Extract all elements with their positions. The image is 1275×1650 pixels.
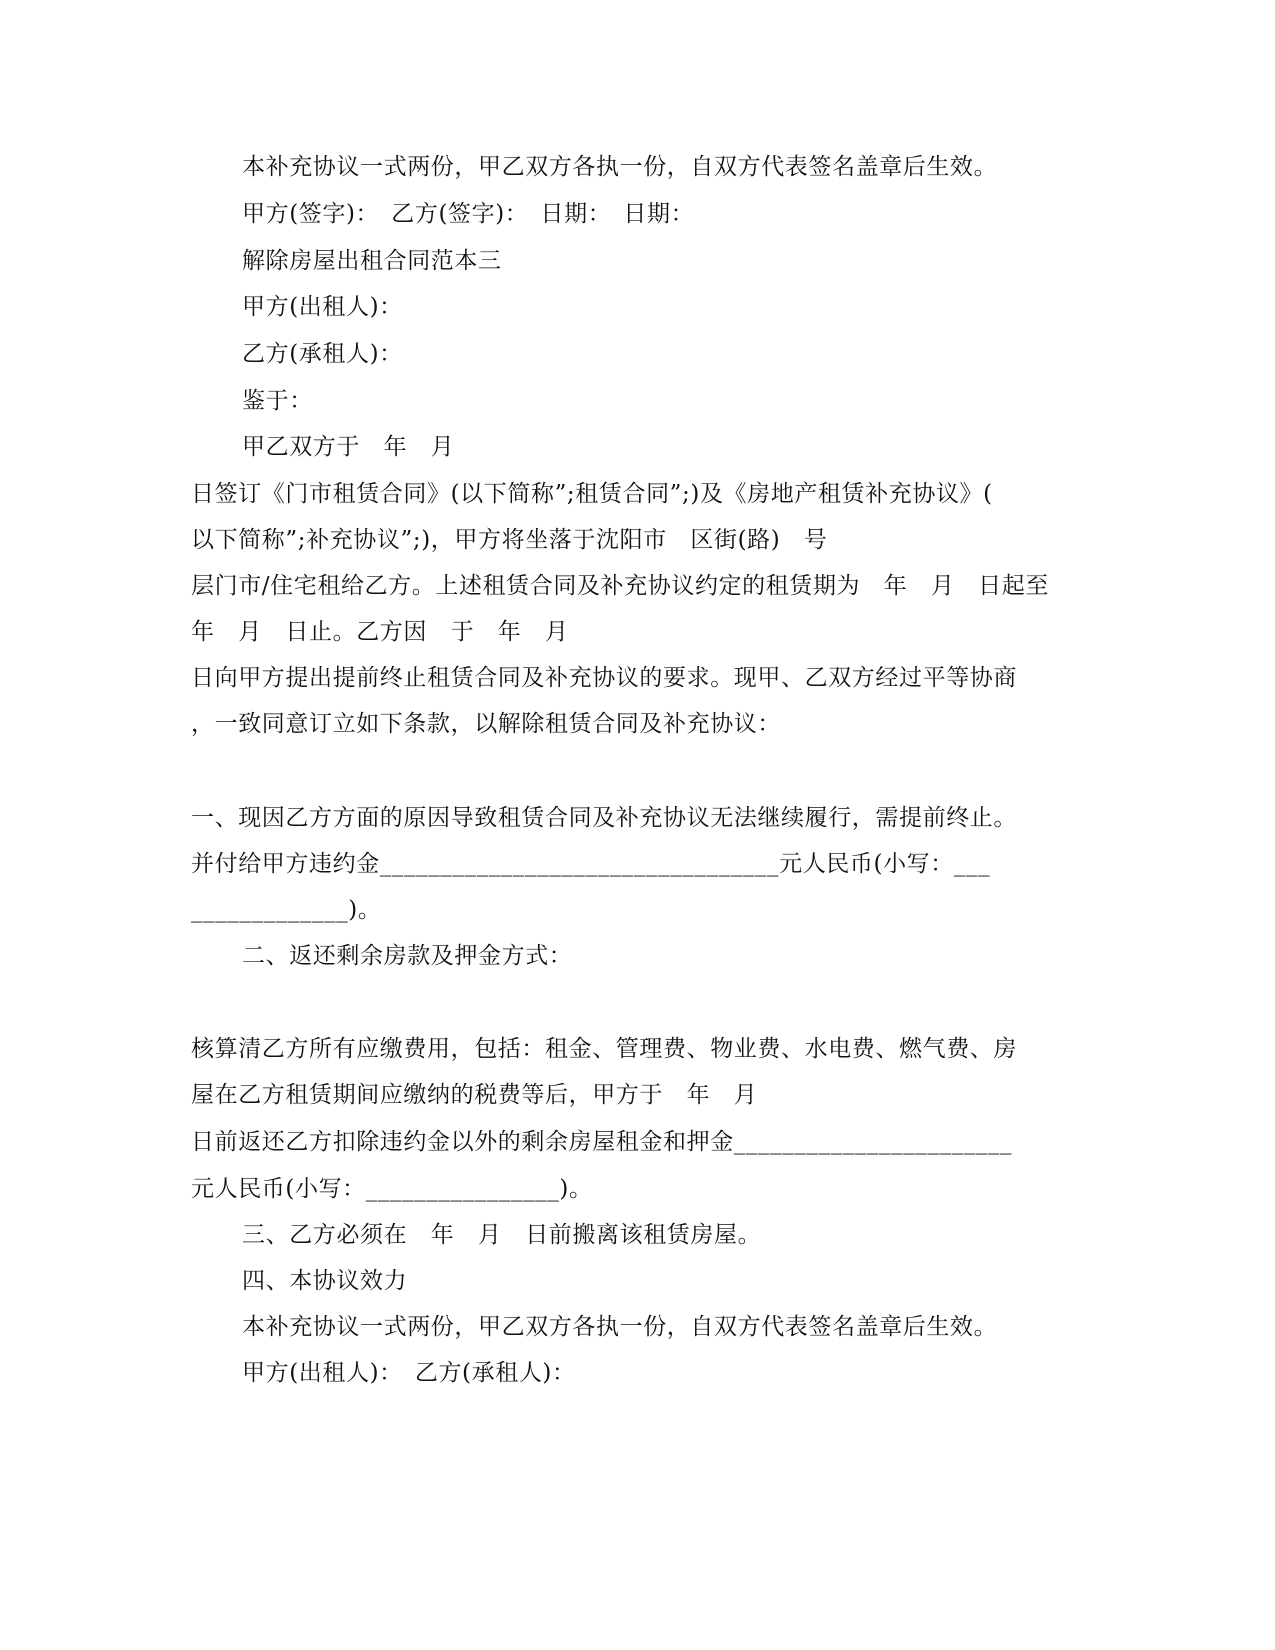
party-a-line: 甲方(出租人)： — [242, 294, 403, 320]
clause-two-heading: 二、返还剩余房款及押金方式： — [242, 943, 573, 969]
paragraph-line: 日签订《门市租赁合同》(以下简称”;租赁合同”;)及《房地产租赁补充协议》( — [191, 481, 993, 507]
effectivity-clause: 本补充协议一式两份，甲乙双方各执一份，自双方代表签名盖章后生效。 — [242, 1314, 998, 1340]
paragraph-line: 层门市/住宅租给乙方。上述租赁合同及补充协议约定的租赁期为 年 月 日起至 — [191, 573, 1049, 599]
clause-one-line: 一、现因乙方方面的原因导致租赁合同及补充协议无法继续履行，需提前终止。 — [191, 805, 1017, 831]
signature-line: 甲方(出租人)： 乙方(承租人)： — [242, 1360, 576, 1386]
paragraph-line: ，一致同意订立如下条款，以解除租赁合同及补充协议： — [191, 711, 781, 737]
clause-four-heading: 四、本协议效力 — [242, 1268, 408, 1294]
clause-one-line: 并付给甲方违约金_________________________________元人民币(小写：___ — [191, 851, 991, 877]
clause-two-line: 屋在乙方租赁期间应缴纳的税费等后，甲方于 年 月 — [191, 1082, 758, 1108]
effectivity-clause: 本补充协议一式两份，甲乙双方各执一份，自双方代表签名盖章后生效。 — [242, 154, 998, 180]
paragraph-line: 年 月 日止。乙方因 于 年 月 — [191, 619, 569, 645]
clause-three-line: 三、乙方必须在 年 月 日前搬离该租赁房屋。 — [242, 1222, 762, 1248]
whereas-label: 鉴于： — [242, 388, 313, 414]
clause-one-line: _____________)。 — [191, 897, 382, 923]
section-title: 解除房屋出租合同范本三 — [242, 248, 502, 274]
paragraph-line: 日向甲方提出提前终止租赁合同及补充协议的要求。现甲、乙双方经过平等协商 — [191, 665, 1017, 691]
clause-two-line: 日前返还乙方扣除违约金以外的剩余房屋租金和押金_______________________ — [191, 1129, 1013, 1155]
clause-two-line: 元人民币(小写：________________)。 — [191, 1176, 593, 1202]
signature-line: 甲方(签字)： 乙方(签字)： 日期： 日期： — [242, 201, 695, 227]
party-b-line: 乙方(承租人)： — [242, 341, 403, 367]
paragraph-line: 甲乙双方于 年 月 — [242, 434, 455, 460]
clause-two-line: 核算清乙方所有应缴费用，包括：租金、管理费、物业费、水电费、燃气费、房 — [191, 1036, 1017, 1062]
paragraph-line: 以下简称”;补充协议”;)，甲方将坐落于沈阳市 区街(路) 号 — [191, 527, 828, 553]
